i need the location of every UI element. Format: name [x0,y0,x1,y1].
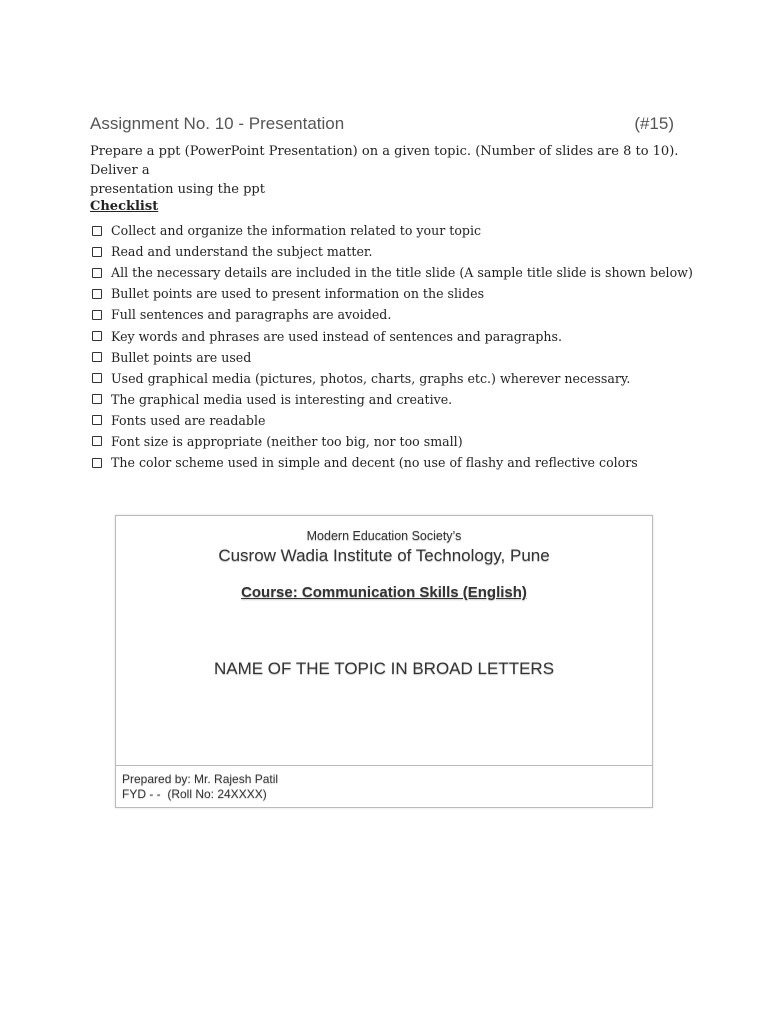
checkbox[interactable] [92,331,102,341]
checkbox[interactable] [92,226,102,236]
checklist-item-label: Read and understand the subject matter. [111,244,373,260]
slide-prepared-by: Prepared by: Mr. Rajesh Patil [122,772,279,786]
checklist-item [92,452,692,473]
assignment-instructions [90,142,680,199]
checkbox[interactable] [92,310,102,320]
slide-footer [116,765,652,807]
checkbox[interactable] [92,415,102,425]
slide-institute-name: Cusrow Wadia Institute of Technology, Pune [218,546,550,565]
checklist-item-label: The graphical media used is interesting and creative. [111,391,453,407]
checklist-item [92,325,692,346]
checklist-item [92,389,692,410]
checkbox[interactable] [92,247,102,257]
checklist-heading: Checklist [90,199,159,214]
sample-title-slide [115,515,653,808]
checklist-item-label: Key words and phrases are used instead of sentences and paragraphs. [111,328,562,344]
checklist-item [92,347,692,368]
slide-topic-placeholder: NAME OF THE TOPIC IN BROAD LETTERS [213,659,555,678]
checkbox[interactable] [92,268,102,278]
checklist-item-label: Fonts used are readable [111,412,266,428]
assignment-title: Assignment No. 10 - Presentation [90,114,345,133]
checklist-item-label: Bullet points are used [111,349,252,365]
checklist-item [92,304,692,325]
checkbox[interactable] [92,436,102,446]
checklist-item [92,368,692,389]
checkbox[interactable] [92,458,102,468]
checklist-item-label: Full sentences and paragraphs are avoided. [111,307,392,323]
checklist-item-label: Collect and organize the information related to your topic [111,223,482,239]
checklist-item-label: All the necessary details are included in the title slide (A sample title slide is shown below) [111,265,693,281]
checklist-item-label: Bullet points are used to present information on the slides [111,286,485,302]
checklist-item [92,241,692,262]
checklist-item [92,410,692,431]
checklist-item [92,262,692,283]
checklist-item [92,220,692,241]
checkbox[interactable] [92,289,102,299]
checklist-item-label: Font size is appropriate (neither too big, nor too small) [111,433,463,449]
slide-society-name: Modern Education Society’s [306,529,462,543]
instructions-line-2: presentation using the ppt [90,182,265,197]
assignment-code: (#15) [634,114,674,133]
slide-course-title: Course: Communication Skills (English) [241,584,527,601]
checklist [92,220,692,473]
checkbox[interactable] [92,394,102,404]
checklist-item-label: Used graphical media (pictures, photos, charts, graphs etc.) wherever necessary. [111,370,631,386]
checklist-item-label: The color scheme used in simple and decent (no use of flashy and reflective colors [111,455,638,471]
instructions-line-1: Prepare a ppt (PowerPoint Presentation) on a given topic. (Number of slides are 8 to 10). Deliver a [90,144,679,178]
checklist-item [92,283,692,304]
checkbox[interactable] [92,352,102,362]
checklist-item [92,431,692,452]
slide-roll-number: FYD - - (Roll No: 24XXXX) [122,787,267,801]
checkbox[interactable] [92,373,102,383]
